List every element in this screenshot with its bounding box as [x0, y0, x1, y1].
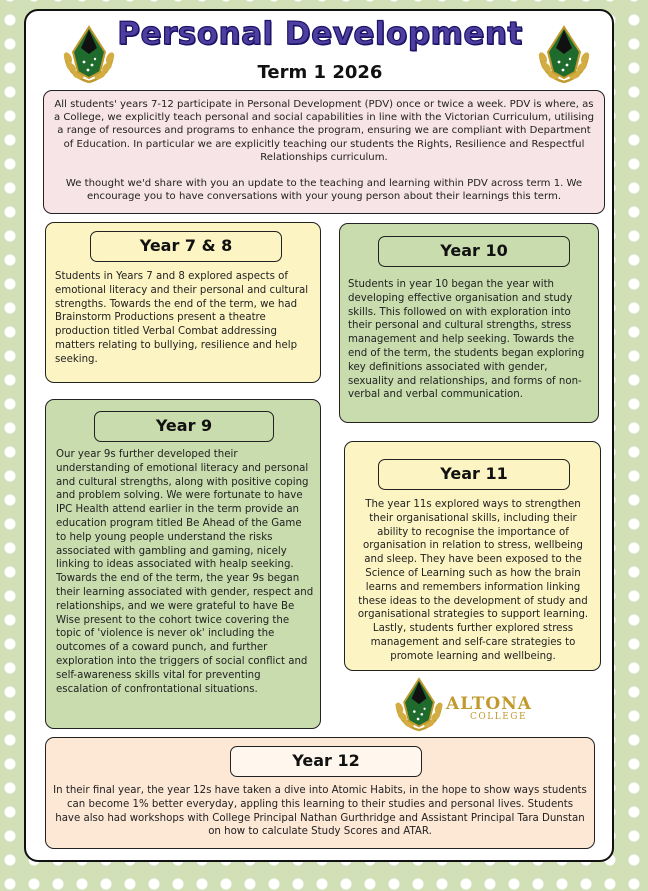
- section-body: Students in year 10 began the year with developing effective organisation and study skills. This followed on with exploration into their personal and cultural strengths, stress management and help seeking. Towards the end of the term, the students began exploring key definitions associated with gender, sexuality and relationships, and forms of non-verbal and verbal communication.: [348, 279, 585, 401]
- intro-paragraph: We thought we'd share with you an update to the teaching and learning within PDV across term 1. We encourage you to have conversations with your young person about their learnings this term.: [65, 178, 583, 203]
- page-title: Personal Development: [117, 16, 523, 52]
- section-year-11: [344, 441, 601, 671]
- altona-college-logo-icon: [392, 676, 446, 734]
- intro-text: [52, 98, 596, 203]
- section-heading: Year 10: [378, 236, 570, 267]
- college-crest-icon: [535, 24, 593, 86]
- intro-paragraph: All students' years 7-12 participate in Personal Development (PDV) once or twice a week. PDV is where, as a College, we explicitly teach personal and social capabilities in line with the Victorian Curriculum, utilising a range of resources and programs to enhance the program, ensuring we are compliant with Department of Education. In particular we are explicitly teaching our students the Rights, Resilience and Respectful Relationships curriculum.: [53, 99, 595, 163]
- section-body: The year 11s explored ways to strengthen their organisational skills, including their ability to recognise the importance of organisation in relation to stress, wellbeing and sleep. They have been exposed to the Science of Learning such as how the brain learns and remembers information linking these ideas to the development of study and organisational strategies to support learning. Lastly, students further explored stress management and self-care strategies to promote learning and wellbeing.: [357, 499, 589, 662]
- section-body: Students in Years 7 and 8 explored aspects of emotional literacy and their personal and cultural strengths. Towards the end of the term, we had Brainstorm Productions present a theatre production titled Verbal Combat addressing matters relating to bullying, resilience and help seeking.: [55, 271, 309, 365]
- section-heading: Year 11: [378, 459, 570, 490]
- section-body: In their final year, the year 12s have taken a dive into Atomic Habits, in the hope to show ways students can become 1% better everyday, appling this learning to their studies and personal lives. Students have also had workshops with College Principal Nathan Gurthridge and Assistant Principal Tara Dunstan on how to calculate Study Scores and ATAR.: [53, 785, 587, 838]
- section-year-10: [339, 223, 599, 423]
- section-heading: Year 7 & 8: [90, 231, 282, 262]
- section-body: Our year 9s further developed their understanding of emotional literacy and personal and cultural strengths, along with positive coping and problem solving. We were fortunate to have IPC Health attend earlier in the term provide an education program titled Be Ahead of the Game to help young people understand the risks associated with gambling and gaming, nicely linking to ideas associated with healp seeking. Towards the end of the term, the year 9s began their learning associated with gender, respect and relationships, and we were grateful to have Be Wise present to the cohort twice covering the topic of 'violence is never ok' including the outcomes of a coward punch, and further exploration into the triggers of social conflict and self-awareness skills vital for preventing escalation of confrontational situations.: [56, 449, 314, 695]
- logo-name: ALTONA: [446, 694, 532, 714]
- section-year-7-8: [45, 222, 321, 383]
- section-heading: Year 12: [230, 746, 422, 777]
- intro-panel: [43, 90, 605, 214]
- term-subtitle: Term 1 2026: [257, 62, 383, 83]
- logo-subtitle: COLLEGE: [470, 712, 528, 722]
- section-heading: Year 9: [94, 411, 274, 442]
- section-year-9: [45, 399, 321, 729]
- section-year-12: [45, 737, 595, 849]
